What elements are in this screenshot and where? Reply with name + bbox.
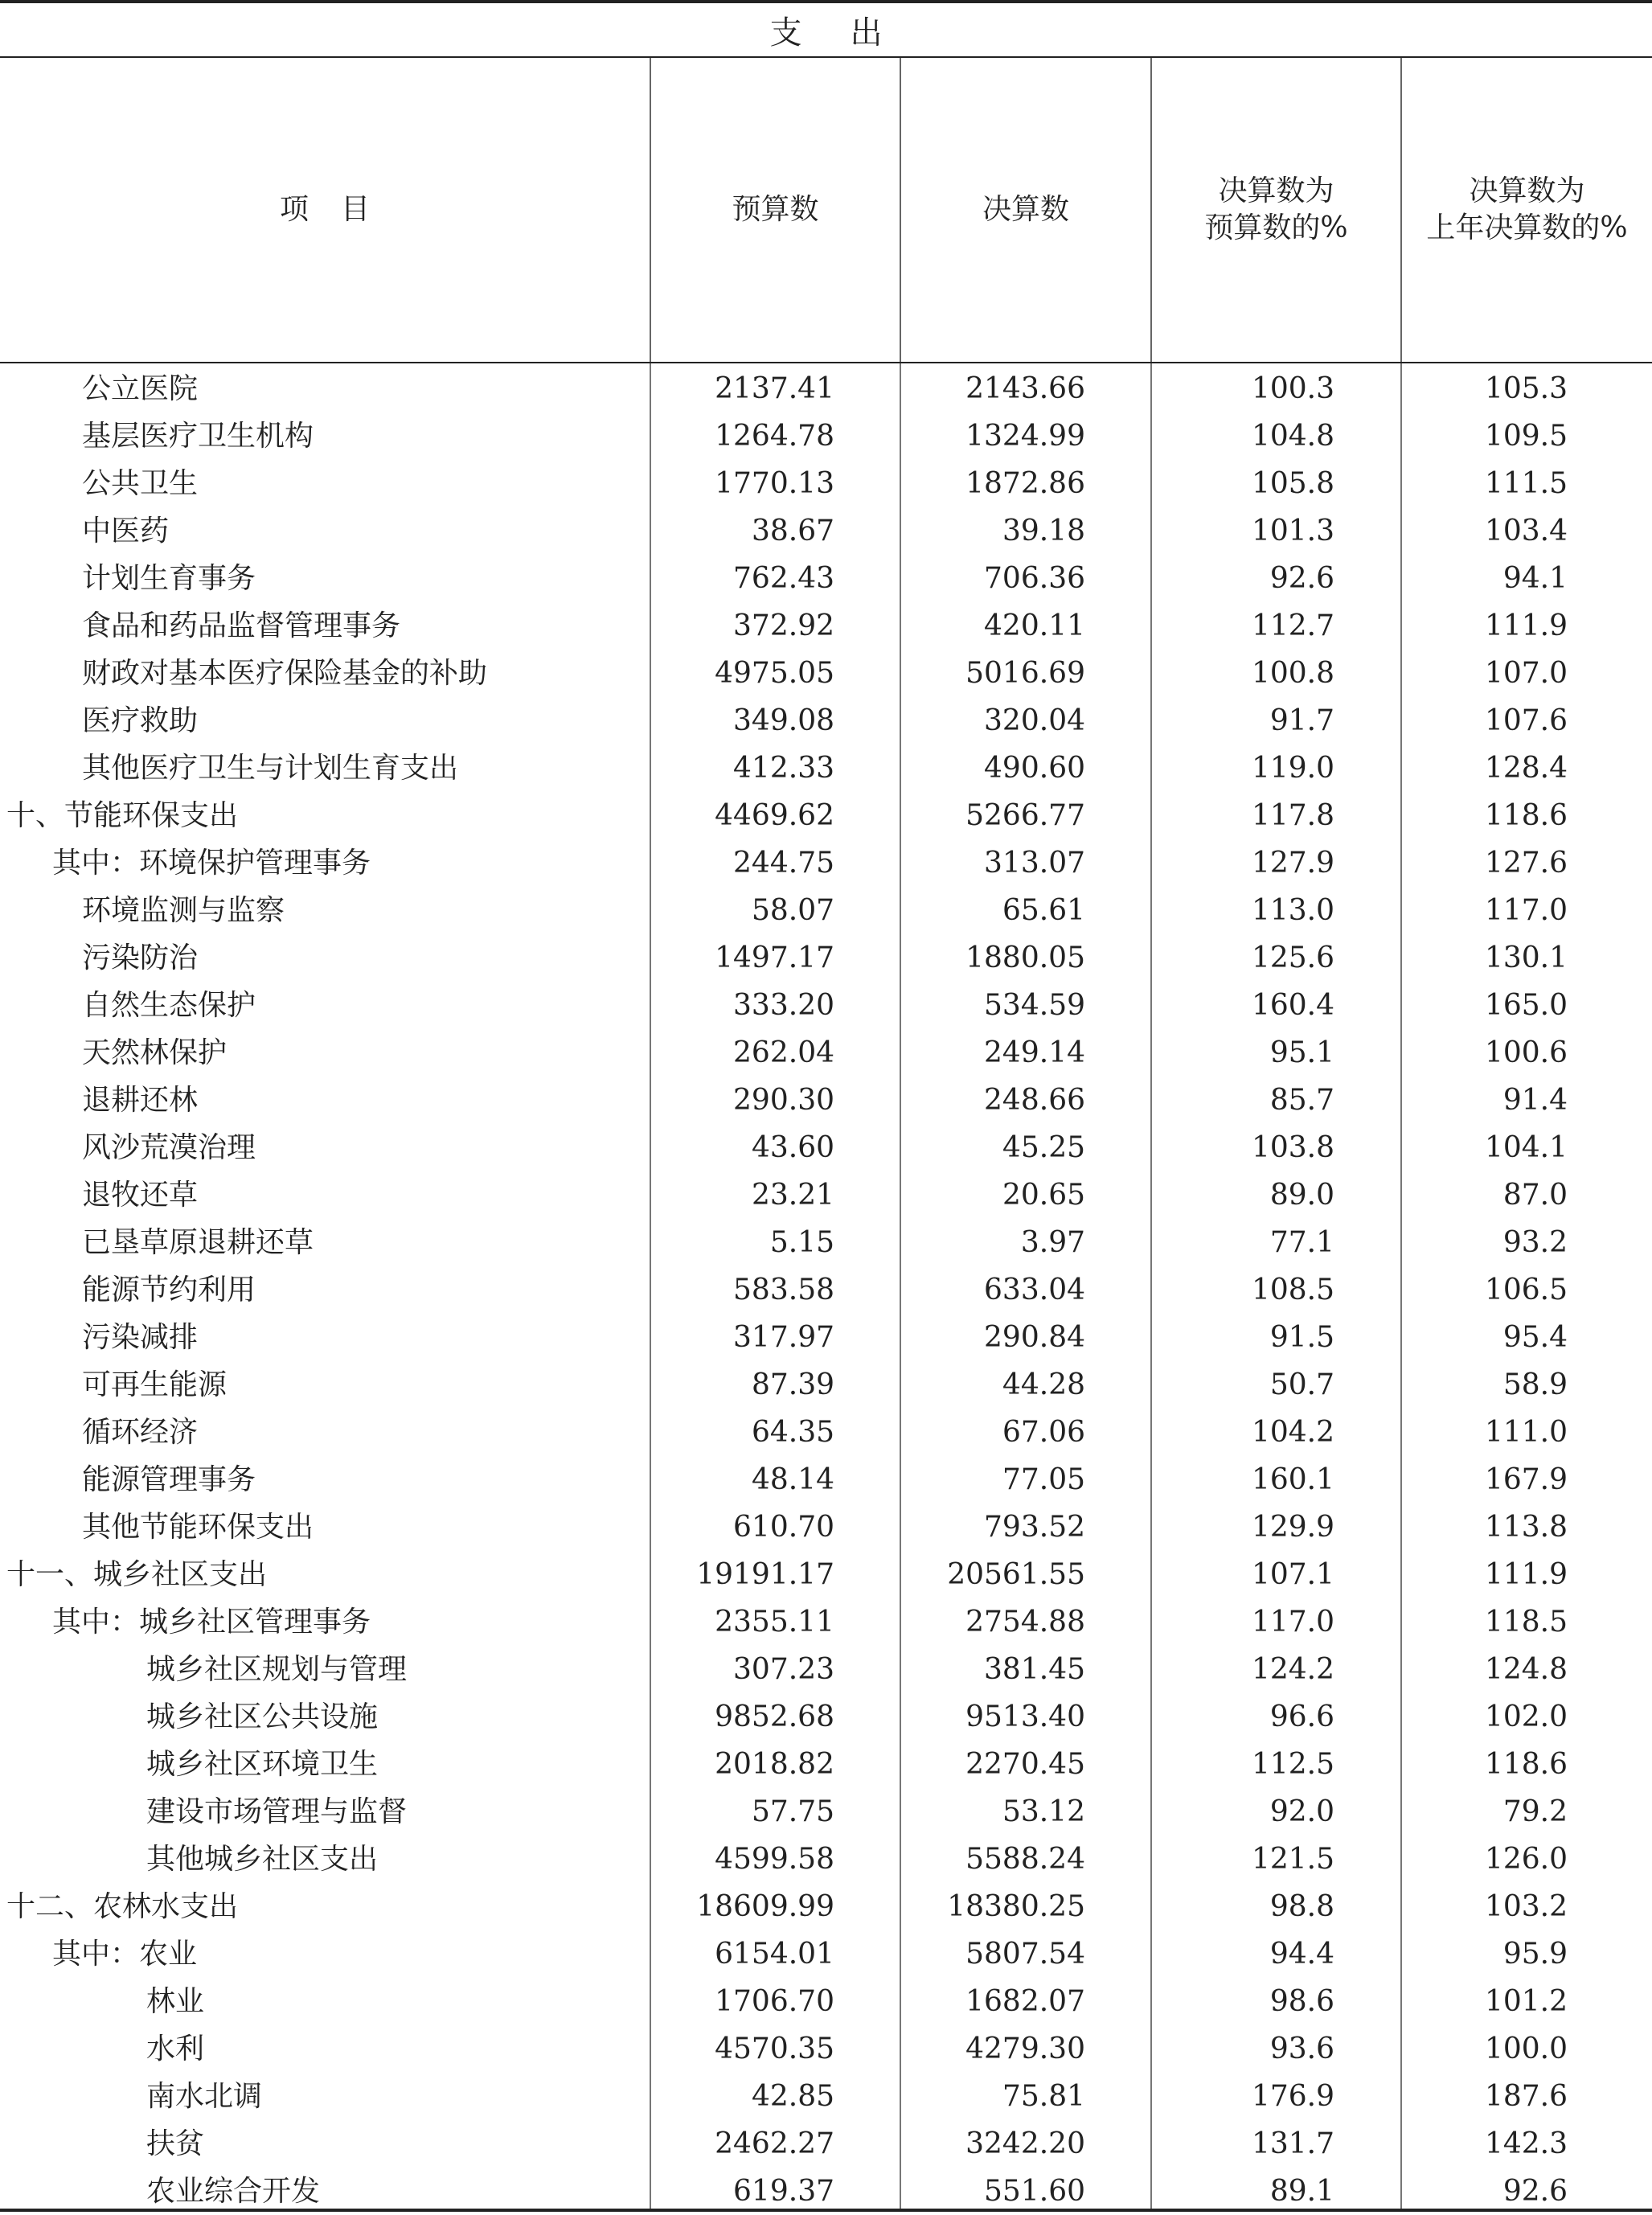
row-pct-budget: 92.6 xyxy=(1269,562,1334,595)
row-pct-budget: 124.2 xyxy=(1251,1653,1334,1686)
header-item-text: 项目 xyxy=(279,193,402,226)
row-name: 城乡社区公共设施 xyxy=(146,1700,379,1733)
table-row xyxy=(0,1029,1652,1077)
table-row xyxy=(0,934,1652,982)
row-name: 建设市场管理与监督 xyxy=(146,1795,408,1828)
row-name: 食品和药品监督管理事务 xyxy=(82,609,401,642)
header-pct-budget-line1: 决算数为 xyxy=(1218,174,1334,207)
row-budget: 583.58 xyxy=(733,1274,834,1306)
row-pct-budget: 108.5 xyxy=(1251,1274,1334,1306)
table-row xyxy=(0,1266,1652,1314)
row-pct-prev: 128.4 xyxy=(1484,752,1568,785)
row-pct-prev: 107.0 xyxy=(1484,657,1568,690)
row-pct-prev: 92.6 xyxy=(1502,2175,1568,2208)
row-pct-budget: 93.6 xyxy=(1269,2032,1334,2065)
row-budget: 1264.78 xyxy=(715,420,834,453)
row-pct-budget: 107.1 xyxy=(1251,1558,1334,1591)
row-budget: 23.21 xyxy=(751,1179,834,1212)
table-row xyxy=(0,460,1652,507)
row-budget: 48.14 xyxy=(751,1463,834,1496)
row-budget: 1497.17 xyxy=(715,941,834,974)
row-budget: 1770.13 xyxy=(715,467,834,500)
table-row xyxy=(0,1171,1652,1219)
bottom-border xyxy=(0,2209,1652,2212)
row-budget: 412.33 xyxy=(733,752,834,785)
row-pct-prev: 95.9 xyxy=(1502,1938,1568,1971)
row-pct-budget: 112.7 xyxy=(1251,609,1334,642)
row-pct-prev: 103.4 xyxy=(1484,515,1568,548)
table-row xyxy=(0,650,1652,697)
row-budget: 58.07 xyxy=(751,894,834,927)
row-pct-prev: 167.9 xyxy=(1484,1463,1568,1496)
row-name: 其他城乡社区支出 xyxy=(146,1843,379,1876)
row-final: 381.45 xyxy=(984,1653,1085,1686)
row-budget: 610.70 xyxy=(733,1511,834,1544)
row-name: 其他医疗卫生与计划生育支出 xyxy=(82,752,459,785)
header-item xyxy=(0,58,650,362)
row-final: 53.12 xyxy=(1002,1795,1085,1828)
row-pct-prev: 127.6 xyxy=(1484,847,1568,880)
row-pct-budget: 105.8 xyxy=(1251,467,1334,500)
row-final: 1880.05 xyxy=(965,941,1085,974)
table-row xyxy=(0,1598,1652,1646)
row-name: 基层医疗卫生机构 xyxy=(82,420,314,453)
row-budget: 4599.58 xyxy=(715,1843,834,1876)
row-final: 1872.86 xyxy=(965,467,1085,500)
row-final: 4279.30 xyxy=(965,2032,1085,2065)
table-row xyxy=(0,2073,1652,2120)
row-pct-prev: 117.0 xyxy=(1484,894,1568,927)
row-pct-prev: 118.5 xyxy=(1484,1606,1568,1639)
row-final: 633.04 xyxy=(984,1274,1085,1306)
table-row xyxy=(0,507,1652,555)
row-name: 城乡社区规划与管理 xyxy=(146,1653,408,1686)
row-final: 75.81 xyxy=(1002,2080,1085,2113)
table-row xyxy=(0,1646,1652,1693)
row-final: 45.25 xyxy=(1002,1131,1085,1164)
table-row xyxy=(0,555,1652,602)
row-budget: 87.39 xyxy=(751,1368,834,1401)
row-name: 其中：城乡社区管理事务 xyxy=(52,1606,371,1639)
row-budget: 244.75 xyxy=(733,847,834,880)
row-final: 2270.45 xyxy=(965,1748,1085,1781)
row-pct-prev: 105.3 xyxy=(1484,372,1568,405)
row-pct-prev: 111.9 xyxy=(1484,1558,1568,1591)
row-pct-budget: 50.7 xyxy=(1269,1368,1334,1401)
table-row xyxy=(0,1551,1652,1598)
table-row xyxy=(0,602,1652,650)
header-budget xyxy=(651,58,900,362)
row-final: 39.18 xyxy=(1002,515,1085,548)
row-pct-prev: 95.4 xyxy=(1502,1321,1568,1354)
row-final: 5588.24 xyxy=(965,1843,1085,1876)
table-row xyxy=(0,887,1652,934)
row-final: 20.65 xyxy=(1002,1179,1085,1212)
row-pct-budget: 103.8 xyxy=(1251,1131,1334,1164)
row-pct-budget: 104.2 xyxy=(1251,1416,1334,1449)
table-row xyxy=(0,1409,1652,1456)
row-pct-budget: 100.8 xyxy=(1251,657,1334,690)
table-title xyxy=(0,3,1652,56)
row-pct-prev: 103.2 xyxy=(1484,1890,1568,1923)
table-row xyxy=(0,1788,1652,1836)
row-name: 十、节能环保支出 xyxy=(6,799,239,832)
row-name: 财政对基本医疗保险基金的补助 xyxy=(82,657,488,690)
row-name: 退耕还林 xyxy=(82,1084,199,1117)
row-budget: 317.97 xyxy=(733,1321,834,1354)
row-pct-prev: 93.2 xyxy=(1502,1226,1568,1259)
row-budget: 1706.70 xyxy=(715,1985,834,2018)
row-pct-budget: 92.0 xyxy=(1269,1795,1334,1828)
table-row xyxy=(0,1456,1652,1503)
row-name: 已垦草原退耕还草 xyxy=(82,1226,314,1259)
table-row xyxy=(0,792,1652,839)
header-pct-prev-line1: 决算数为 xyxy=(1469,174,1585,207)
row-final: 706.36 xyxy=(984,562,1085,595)
row-pct-budget: 127.9 xyxy=(1251,847,1334,880)
row-pct-budget: 91.5 xyxy=(1269,1321,1334,1354)
table-row xyxy=(0,2025,1652,2073)
header-pct-prev-line2: 上年决算数的% xyxy=(1426,211,1628,244)
row-pct-budget: 113.0 xyxy=(1251,894,1334,927)
row-final: 9513.40 xyxy=(965,1700,1085,1733)
row-budget: 42.85 xyxy=(751,2080,834,2113)
row-pct-prev: 79.2 xyxy=(1502,1795,1568,1828)
row-budget: 57.75 xyxy=(751,1795,834,1828)
row-name: 风沙荒漠治理 xyxy=(82,1131,256,1164)
row-name: 其中：环境保护管理事务 xyxy=(52,847,371,880)
row-name: 环境监测与监察 xyxy=(82,894,285,927)
row-pct-budget: 100.3 xyxy=(1251,372,1334,405)
table-row xyxy=(0,839,1652,887)
row-final: 290.84 xyxy=(984,1321,1085,1354)
row-final: 313.07 xyxy=(984,847,1085,880)
row-budget: 619.37 xyxy=(733,2175,834,2208)
row-pct-budget: 77.1 xyxy=(1269,1226,1334,1259)
row-budget: 333.20 xyxy=(733,989,834,1022)
row-budget: 307.23 xyxy=(733,1653,834,1686)
table-row xyxy=(0,1219,1652,1266)
row-final: 3.97 xyxy=(1020,1226,1085,1259)
row-final: 18380.25 xyxy=(947,1890,1085,1923)
row-final: 3242.20 xyxy=(965,2127,1085,2160)
table-body xyxy=(0,365,1652,2215)
row-pct-prev: 94.1 xyxy=(1502,562,1568,595)
row-budget: 19191.17 xyxy=(696,1558,834,1591)
row-budget: 349.08 xyxy=(733,704,834,737)
row-pct-prev: 100.6 xyxy=(1484,1036,1568,1069)
header-divider xyxy=(0,362,1652,363)
row-final: 67.06 xyxy=(1002,1416,1085,1449)
header-budget-text: 预算数 xyxy=(732,193,819,226)
row-budget: 2355.11 xyxy=(715,1606,834,1639)
row-final: 77.05 xyxy=(1002,1463,1085,1496)
row-pct-budget: 95.1 xyxy=(1269,1036,1334,1069)
table-title-text: 支出 xyxy=(769,14,931,51)
table-row xyxy=(0,1361,1652,1409)
row-final: 20561.55 xyxy=(947,1558,1085,1591)
row-final: 490.60 xyxy=(984,752,1085,785)
row-final: 534.59 xyxy=(984,989,1085,1022)
row-budget: 4570.35 xyxy=(715,2032,834,2065)
row-pct-budget: 117.0 xyxy=(1251,1606,1334,1639)
row-pct-budget: 176.9 xyxy=(1251,2080,1334,2113)
row-name: 能源管理事务 xyxy=(82,1463,256,1496)
row-name: 公共卫生 xyxy=(82,467,199,500)
row-name: 天然林保护 xyxy=(82,1036,228,1069)
row-pct-prev: 91.4 xyxy=(1502,1084,1568,1117)
row-final: 1324.99 xyxy=(965,420,1085,453)
row-budget: 38.67 xyxy=(751,515,834,548)
row-pct-budget: 98.6 xyxy=(1269,1985,1334,2018)
row-pct-prev: 58.9 xyxy=(1502,1368,1568,1401)
row-final: 420.11 xyxy=(984,609,1085,642)
row-name: 其中：农业 xyxy=(52,1938,198,1971)
row-budget: 9852.68 xyxy=(715,1700,834,1733)
row-budget: 6154.01 xyxy=(715,1938,834,1971)
row-pct-prev: 87.0 xyxy=(1502,1179,1568,1212)
table-row xyxy=(0,1124,1652,1171)
header-pct-prev xyxy=(1402,58,1652,362)
row-pct-budget: 91.7 xyxy=(1269,704,1334,737)
row-final: 248.66 xyxy=(984,1084,1085,1117)
row-budget: 4469.62 xyxy=(715,799,834,832)
header-final xyxy=(901,58,1150,362)
row-pct-prev: 111.9 xyxy=(1484,609,1568,642)
row-name: 污染减排 xyxy=(82,1321,199,1354)
row-name: 可再生能源 xyxy=(82,1368,228,1401)
row-name: 计划生育事务 xyxy=(82,562,256,595)
row-budget: 372.92 xyxy=(733,609,834,642)
row-pct-budget: 125.6 xyxy=(1251,941,1334,974)
table-row xyxy=(0,1503,1652,1551)
row-budget: 2137.41 xyxy=(715,372,834,405)
row-pct-budget: 119.0 xyxy=(1251,752,1334,785)
row-pct-budget: 160.4 xyxy=(1251,989,1334,1022)
row-name: 退牧还草 xyxy=(82,1179,199,1212)
row-pct-prev: 102.0 xyxy=(1484,1700,1568,1733)
table-row xyxy=(0,1077,1652,1124)
row-name: 循环经济 xyxy=(82,1416,199,1449)
row-pct-prev: 101.2 xyxy=(1484,1985,1568,2018)
row-budget: 43.60 xyxy=(751,1131,834,1164)
table-row xyxy=(0,1314,1652,1361)
table-row xyxy=(0,2120,1652,2168)
row-pct-budget: 96.6 xyxy=(1269,1700,1334,1733)
row-pct-budget: 94.4 xyxy=(1269,1938,1334,1971)
row-pct-budget: 101.3 xyxy=(1251,515,1334,548)
row-final: 2754.88 xyxy=(965,1606,1085,1639)
row-final: 551.60 xyxy=(984,2175,1085,2208)
row-pct-budget: 104.8 xyxy=(1251,420,1334,453)
row-budget: 762.43 xyxy=(733,562,834,595)
row-budget: 2018.82 xyxy=(715,1748,834,1781)
row-pct-budget: 89.0 xyxy=(1269,1179,1334,1212)
row-pct-prev: 130.1 xyxy=(1484,941,1568,974)
row-pct-prev: 111.0 xyxy=(1484,1416,1568,1449)
row-final: 2143.66 xyxy=(965,372,1085,405)
row-budget: 2462.27 xyxy=(715,2127,834,2160)
row-pct-prev: 165.0 xyxy=(1484,989,1568,1022)
row-budget: 262.04 xyxy=(733,1036,834,1069)
row-name: 污染防治 xyxy=(82,941,199,974)
row-pct-prev: 111.5 xyxy=(1484,467,1568,500)
row-pct-prev: 142.3 xyxy=(1484,2127,1568,2160)
row-pct-budget: 98.8 xyxy=(1269,1890,1334,1923)
row-pct-budget: 112.5 xyxy=(1251,1748,1334,1781)
table-row xyxy=(0,1883,1652,1930)
row-pct-prev: 107.6 xyxy=(1484,704,1568,737)
row-final: 65.61 xyxy=(1002,894,1085,927)
row-name: 公立医院 xyxy=(82,372,199,405)
row-name: 其他节能环保支出 xyxy=(82,1511,314,1544)
row-final: 1682.07 xyxy=(965,1985,1085,2018)
row-pct-prev: 118.6 xyxy=(1484,799,1568,832)
row-name: 十一、城乡社区支出 xyxy=(6,1558,268,1591)
header-pct-budget xyxy=(1152,58,1400,362)
row-pct-budget: 131.7 xyxy=(1251,2127,1334,2160)
row-final: 5016.69 xyxy=(965,657,1085,690)
header-pct-budget-line2: 预算数的% xyxy=(1204,211,1348,244)
header-final-text: 决算数 xyxy=(982,193,1069,226)
row-pct-prev: 104.1 xyxy=(1484,1131,1568,1164)
table-row xyxy=(0,1693,1652,1741)
row-pct-budget: 129.9 xyxy=(1251,1511,1334,1544)
row-pct-budget: 89.1 xyxy=(1269,2175,1334,2208)
row-budget: 18609.99 xyxy=(696,1890,834,1923)
row-name: 医疗救助 xyxy=(82,704,199,737)
row-pct-budget: 117.8 xyxy=(1251,799,1334,832)
table-row xyxy=(0,1930,1652,1978)
row-pct-prev: 113.8 xyxy=(1484,1511,1568,1544)
row-budget: 64.35 xyxy=(751,1416,834,1449)
row-name: 能源节约利用 xyxy=(82,1274,256,1306)
table-row xyxy=(0,1741,1652,1788)
row-name: 扶贫 xyxy=(146,2127,205,2160)
row-budget: 5.15 xyxy=(769,1226,834,1259)
table-row xyxy=(0,982,1652,1029)
row-budget: 290.30 xyxy=(733,1084,834,1117)
row-name: 中医药 xyxy=(82,515,170,548)
row-name: 农业综合开发 xyxy=(146,2175,321,2208)
table-row xyxy=(0,744,1652,792)
row-pct-prev: 109.5 xyxy=(1484,420,1568,453)
row-budget: 4975.05 xyxy=(715,657,834,690)
row-pct-prev: 100.0 xyxy=(1484,2032,1568,2065)
row-pct-budget: 121.5 xyxy=(1251,1843,1334,1876)
row-pct-prev: 118.6 xyxy=(1484,1748,1568,1781)
row-name: 城乡社区环境卫生 xyxy=(146,1748,379,1781)
table-row xyxy=(0,1836,1652,1883)
row-pct-prev: 126.0 xyxy=(1484,1843,1568,1876)
row-name: 十二、农林水支出 xyxy=(6,1890,239,1923)
row-name: 南水北调 xyxy=(146,2080,263,2113)
row-final: 5266.77 xyxy=(965,799,1085,832)
row-pct-prev: 106.5 xyxy=(1484,1274,1568,1306)
table-row xyxy=(0,412,1652,460)
row-final: 793.52 xyxy=(984,1511,1085,1544)
row-pct-budget: 160.1 xyxy=(1251,1463,1334,1496)
table-row xyxy=(0,697,1652,744)
row-pct-budget: 85.7 xyxy=(1269,1084,1334,1117)
table-row xyxy=(0,365,1652,412)
row-final: 44.28 xyxy=(1002,1368,1085,1401)
row-name: 自然生态保护 xyxy=(82,989,256,1022)
row-pct-prev: 124.8 xyxy=(1484,1653,1568,1686)
row-name: 水利 xyxy=(146,2032,205,2065)
table-row xyxy=(0,1978,1652,2025)
row-pct-prev: 187.6 xyxy=(1484,2080,1568,2113)
row-final: 5807.54 xyxy=(965,1938,1085,1971)
row-name: 林业 xyxy=(146,1985,205,2018)
row-final: 249.14 xyxy=(984,1036,1085,1069)
row-final: 320.04 xyxy=(984,704,1085,737)
